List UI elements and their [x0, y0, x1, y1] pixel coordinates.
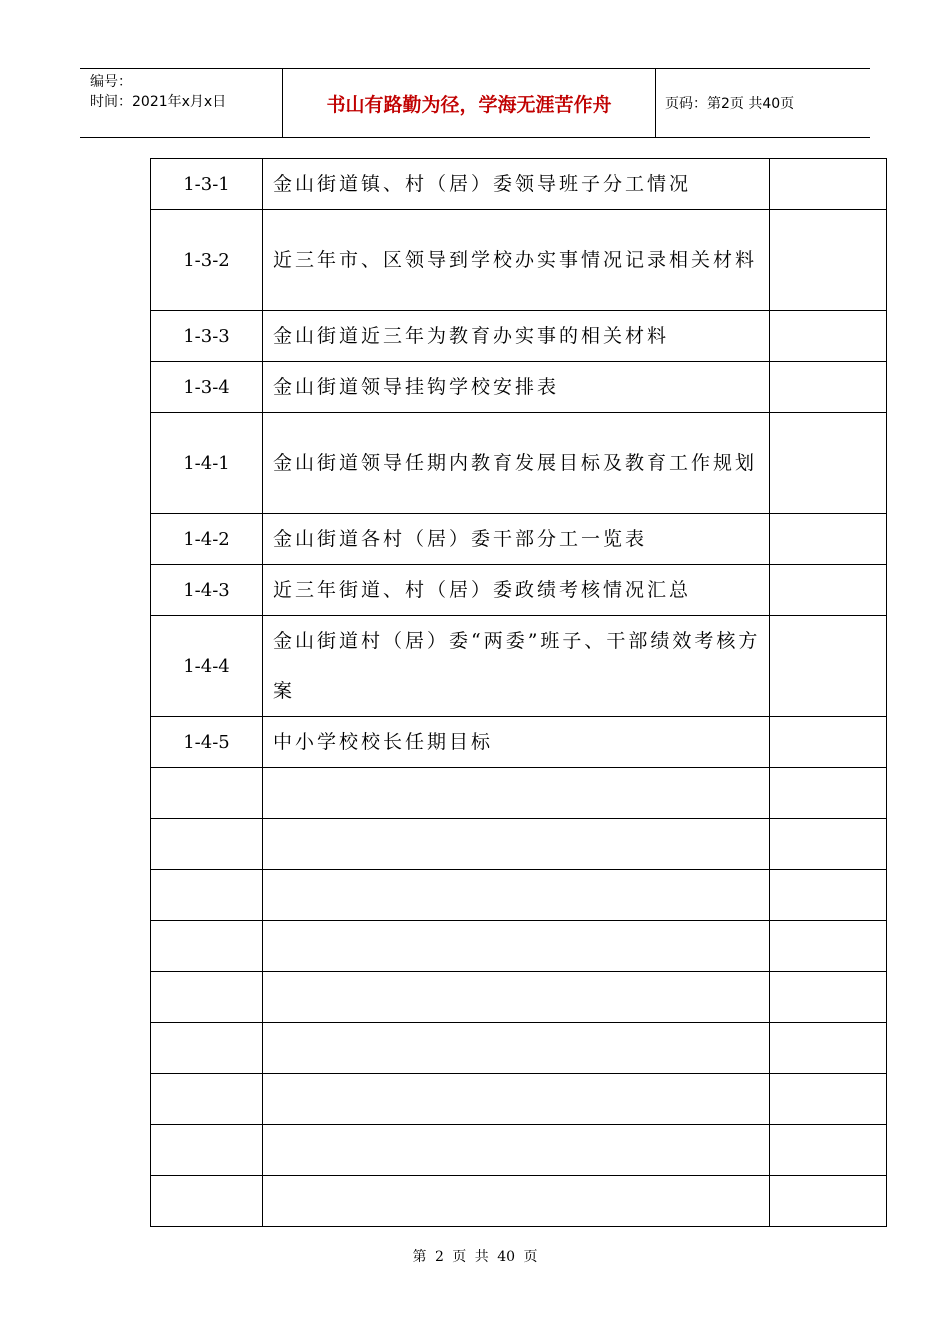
materials-table: [150, 158, 887, 1227]
item-description-cell: 金山街道镇、村（居）委领导班子分工情况: [263, 159, 770, 210]
item-description-cell: [263, 819, 770, 870]
item-code-cell: [151, 870, 263, 921]
item-code-cell: 1-3-2: [151, 210, 263, 311]
item-note-cell: [770, 311, 887, 362]
table-row: [151, 514, 887, 565]
table-row: [151, 819, 887, 870]
table-row: [151, 311, 887, 362]
item-description-cell: [263, 870, 770, 921]
table-row: [151, 1074, 887, 1125]
item-code-cell: 1-4-5: [151, 717, 263, 768]
item-code-cell: [151, 1125, 263, 1176]
table-row: [151, 210, 887, 311]
item-note-cell: [770, 768, 887, 819]
item-note-cell: [770, 1023, 887, 1074]
table-row: [151, 1176, 887, 1227]
table-row: [151, 413, 887, 514]
item-note-cell: [770, 1074, 887, 1125]
table-row: [151, 921, 887, 972]
item-description-cell: 金山街道各村（居）委干部分工一览表: [263, 514, 770, 565]
item-code-cell: 1-3-4: [151, 362, 263, 413]
item-note-cell: [770, 819, 887, 870]
header-motto: 书山有路勤为径，学海无涯苦作舟: [282, 69, 656, 137]
page-footer: 第 2 页 共 40 页: [412, 1249, 538, 1265]
item-description-cell: 近三年市、区领导到学校办实事情况记录相关材料: [263, 210, 770, 311]
item-description-cell: [263, 1125, 770, 1176]
item-code-cell: 1-3-3: [151, 311, 263, 362]
table-row: [151, 159, 887, 210]
header-meta: [80, 69, 282, 137]
item-note-cell: [770, 921, 887, 972]
item-code-cell: [151, 921, 263, 972]
item-description-cell: [263, 1074, 770, 1125]
item-description-cell: 金山街道领导任期内教育发展目标及教育工作规划: [263, 413, 770, 514]
item-description-cell: [263, 921, 770, 972]
item-code-cell: [151, 819, 263, 870]
item-code-cell: 1-4-4: [151, 616, 263, 717]
item-note-cell: [770, 1125, 887, 1176]
page-header: [80, 68, 870, 138]
table-row: [151, 768, 887, 819]
item-note-cell: [770, 362, 887, 413]
item-code-cell: 1-3-1: [151, 159, 263, 210]
item-note-cell: [770, 159, 887, 210]
item-note-cell: [770, 1176, 887, 1227]
item-description-cell: 金山街道领导挂钩学校安排表: [263, 362, 770, 413]
table-row: [151, 717, 887, 768]
item-code-cell: 1-4-1: [151, 413, 263, 514]
item-note-cell: [770, 972, 887, 1023]
item-note-cell: [770, 870, 887, 921]
materials-table-body: [151, 159, 887, 1227]
table-row: [151, 362, 887, 413]
item-note-cell: [770, 210, 887, 311]
item-code-cell: [151, 768, 263, 819]
table-row: [151, 1023, 887, 1074]
item-code-cell: [151, 1176, 263, 1227]
item-description-cell: [263, 768, 770, 819]
item-description-cell: 中小学校校长任期目标: [263, 717, 770, 768]
item-note-cell: [770, 413, 887, 514]
item-note-cell: [770, 565, 887, 616]
table-row: [151, 1125, 887, 1176]
table-row: [151, 565, 887, 616]
item-note-cell: [770, 514, 887, 565]
item-description-cell: [263, 972, 770, 1023]
item-code-cell: [151, 972, 263, 1023]
item-description-cell: [263, 1176, 770, 1227]
item-code-cell: 1-4-2: [151, 514, 263, 565]
header-page-info: 页码：第2页 共40页: [665, 96, 795, 112]
document-time-label: 时间：2021年x月x日: [90, 94, 227, 110]
item-code-cell: 1-4-3: [151, 565, 263, 616]
item-description-cell: 金山街道近三年为教育办实事的相关材料: [263, 311, 770, 362]
item-code-cell: [151, 1023, 263, 1074]
item-description-cell: 金山街道村（居）委“两委”班子、干部绩效考核方案: [263, 616, 770, 717]
item-note-cell: [770, 616, 887, 717]
table-row: [151, 616, 887, 717]
item-description-cell: 近三年街道、村（居）委政绩考核情况汇总: [263, 565, 770, 616]
document-code-label: 编号：: [90, 74, 132, 90]
item-code-cell: [151, 1074, 263, 1125]
table-row: [151, 870, 887, 921]
table-row: [151, 972, 887, 1023]
item-description-cell: [263, 1023, 770, 1074]
item-note-cell: [770, 717, 887, 768]
